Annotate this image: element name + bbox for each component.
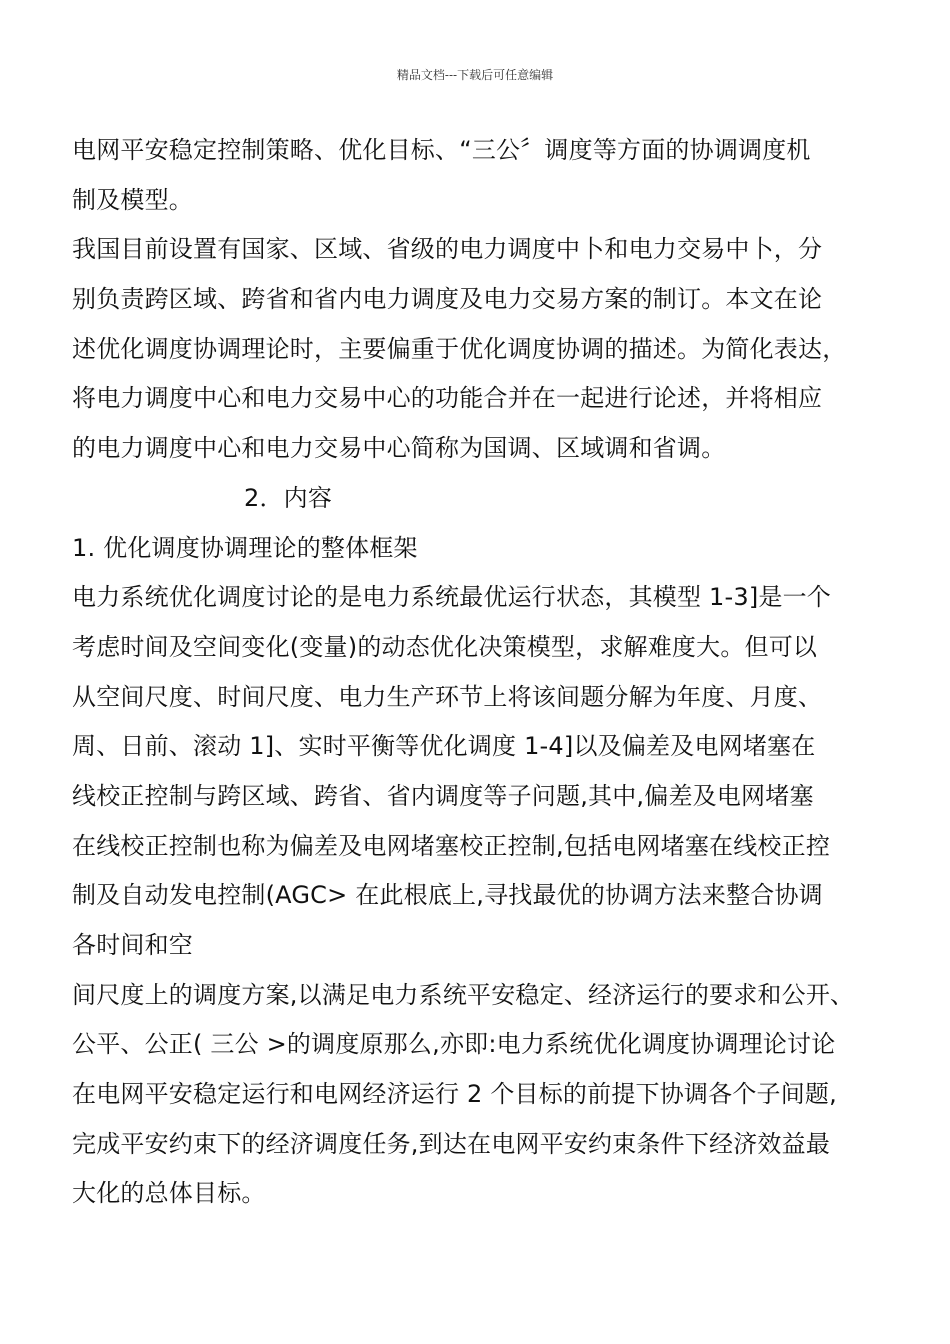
text-line: 述优化调度协调理论时，主要偏重于优化调度协调的描述。为简化表达， (72, 334, 847, 363)
text-line: 别负责跨区域、跨省和省内电力调度及电力交易方案的制订。本文在论 (72, 285, 823, 314)
text-line: 考虑时间及空间变化(变量)的动态优化决策模型，求解难度大。但可以 (72, 632, 818, 661)
text-line: 公平、公正( 三公 >的调度原那么,亦即:电力系统优化调度协调理论讨论 (72, 1030, 836, 1059)
text-line: 制及模型。 (72, 185, 193, 214)
text-line: 间尺度上的调度方案,以满足电力系统平安稳定、经济运行的要求和公开、 (72, 980, 855, 1009)
text-line: 在电网平安稳定运行和电网经济运行 2 个目标的前提下协调各个子间题, (72, 1080, 837, 1109)
text-line: 在线校正控制也称为偏差及电网堵塞校正控制,包括电网堵塞在线校正控 (72, 831, 831, 860)
text-line: 从空间尺度、时间尺度、电力生产环节上将该间题分解为年度、月度、 (72, 682, 823, 711)
document-body (72, 126, 878, 1219)
text-line: 电力系统优化调度讨论的是电力系统最优运行状态，其模型 1-3]是一个 (72, 583, 831, 612)
text-line: 周、日前、滚动 1]、实时平衡等优化调度 1-4]以及偏差及电网堵塞在 (72, 732, 816, 761)
text-line: 线校正控制与跨区域、跨省、省内调度等子问题,其中,偏差及电网堵塞 (72, 781, 814, 810)
subsection-heading: 1. 优化调度协调理论的整体框架 (72, 533, 418, 562)
text-line: 的电力调度中心和电力交易中心简称为国调、区域调和省调。 (72, 434, 726, 463)
text-line: 将电力调度中心和电力交易中心的功能合并在一起进行论述，并将相应 (72, 384, 823, 413)
section-heading: 2．内容 (244, 483, 333, 512)
text-line: 各时间和空 (72, 931, 193, 959)
text-line: 大化的总体目标。 (72, 1179, 266, 1208)
text-line: 完成平安约束下的经济调度任务,到达在电网平安约束条件下经济效益最 (72, 1129, 831, 1158)
page-header: 精品文档---下载后可任意编辑 (396, 68, 554, 82)
text-line: 我国目前设置有国家、区域、省级的电力调度中卜和电力交易中卜，分 (72, 235, 823, 264)
text-line: 制及自动发电控制(AGC> 在此根底上,寻找最优的协调方法来整合协调 (72, 881, 823, 910)
text-line: 电网平安稳定控制策略、优化目标、“三公〞调度等方面的协调调度机 (72, 136, 811, 164)
